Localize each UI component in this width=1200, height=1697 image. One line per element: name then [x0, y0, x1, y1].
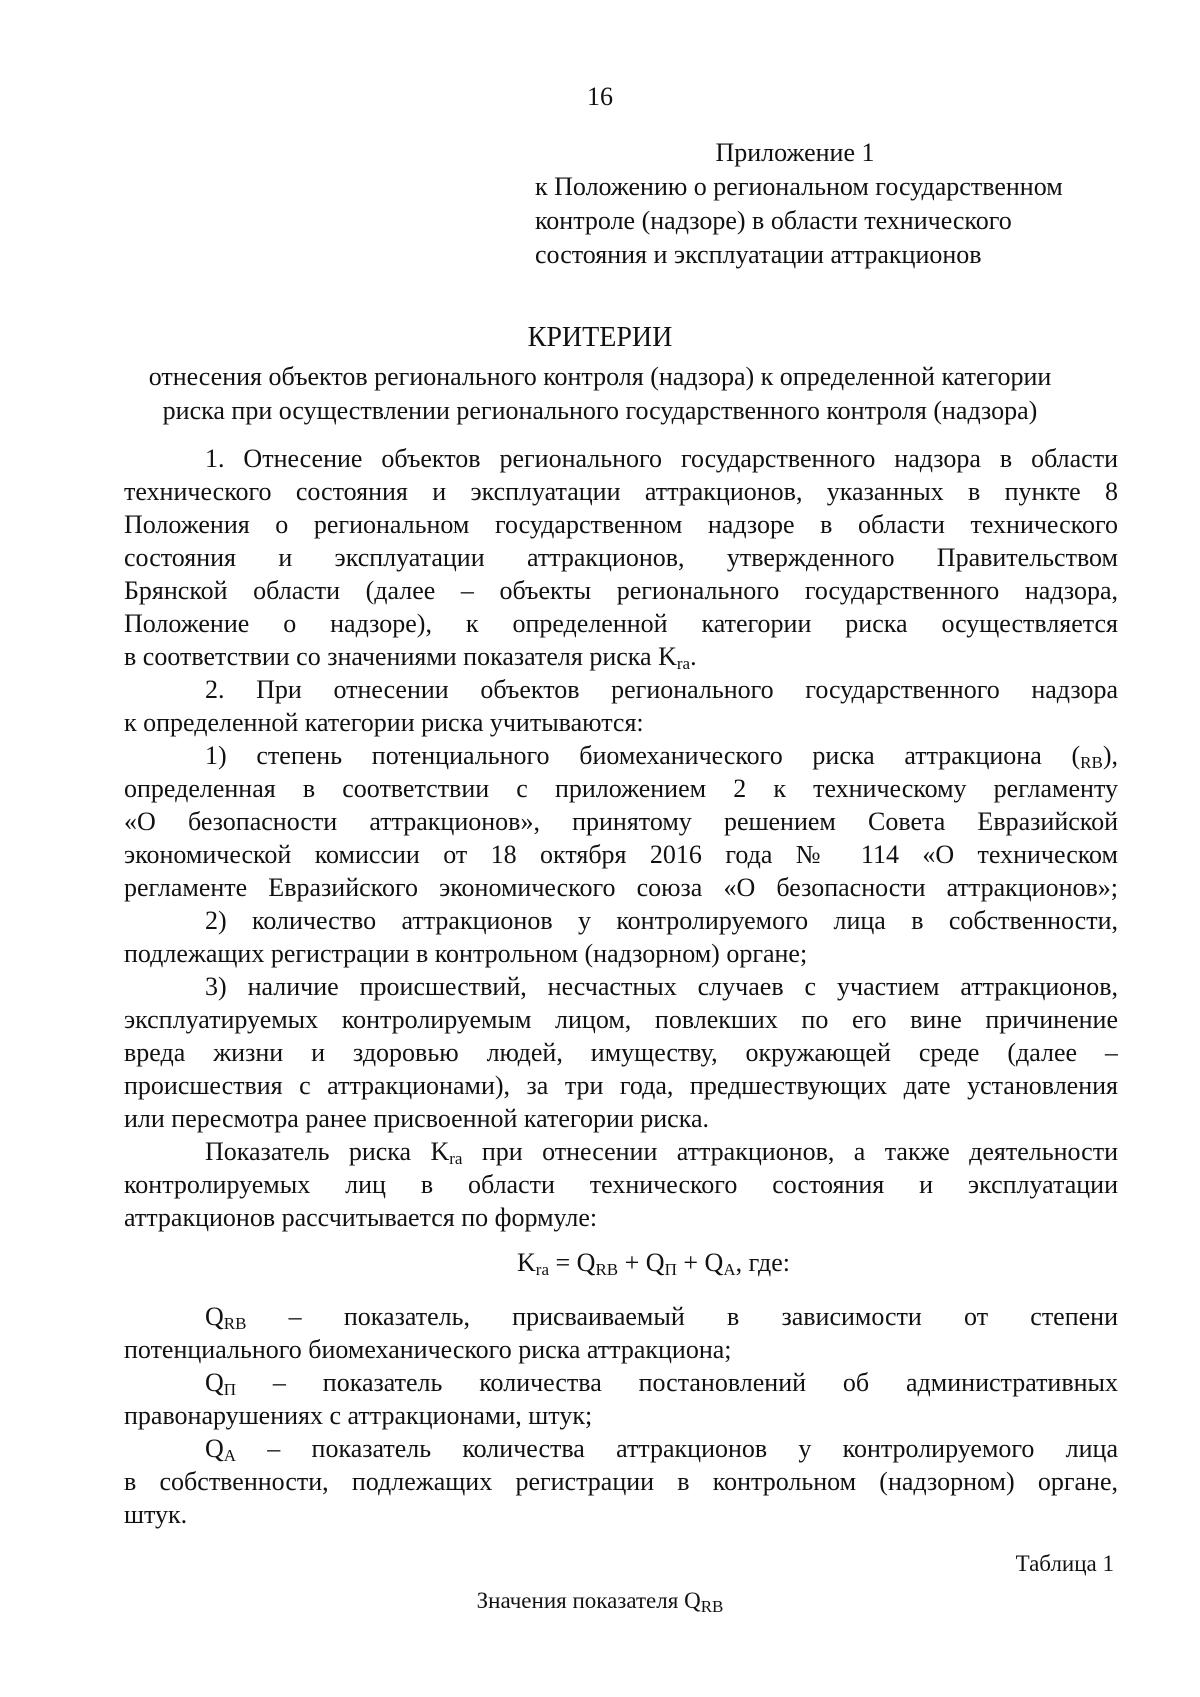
- table-caption: Таблица 1: [1015, 1551, 1114, 1576]
- paragraph-line: происшествия с аттракционами), за три года, предшествующих дате установления: [124, 1071, 1118, 1100]
- paragraph-line: к определенной категории риска учитываются:: [124, 708, 644, 737]
- paragraph-line: [124, 642, 697, 672]
- paragraph-line: 1. Отнесение объектов регионального государственного надзора в области: [205, 444, 1118, 473]
- appendix-line: контроле (надзоре) в области технического: [535, 206, 1012, 235]
- text-segment: 1) степень потенциального биомеханического риска аттракциона (: [205, 741, 1081, 770]
- subscript: A: [723, 1260, 736, 1279]
- appendix-line: состояния и эксплуатации аттракционов: [535, 240, 982, 269]
- document-heading: КРИТЕРИИ: [527, 322, 673, 353]
- paragraph-line: или пересмотра ранее присвоенной категории риска.: [124, 1104, 709, 1133]
- formula-symbol: = Q: [549, 1248, 596, 1277]
- paragraph-line: вреда жизни и здоровью людей, имуществу, окружающей среде (далее –: [124, 1038, 1118, 1067]
- subscript: П: [664, 1260, 677, 1279]
- subscript: RB: [595, 1260, 619, 1279]
- text-segment: в соответствии со значениями показателя риска K: [124, 642, 677, 671]
- table-title: [0, 1588, 1200, 1614]
- definition-line: штук.: [124, 1500, 188, 1529]
- subscript: ra: [676, 654, 691, 673]
- text-segment: Q: [205, 1434, 224, 1463]
- text-segment: – показатель количества аттракционов у контролируемого лица: [236, 1434, 1118, 1463]
- paragraph-line: эксплуатируемых контролируемым лицом, повлекших по его вине причинение: [124, 1005, 1118, 1034]
- formula-symbol: K: [517, 1248, 536, 1277]
- paragraph-line: 2. При отнесении объектов регионального государственного надзора: [205, 675, 1118, 704]
- document-subheading: [0, 360, 1200, 428]
- text-segment: Показатель риска K: [205, 1137, 450, 1166]
- definition-line: [205, 1302, 1118, 1332]
- definition-line: правонарушениях с аттракционами, штук;: [124, 1401, 593, 1430]
- paragraph-line: подлежащих регистрации в контрольном (надзорном) органе;: [124, 939, 808, 968]
- text-segment: ),: [1102, 741, 1118, 770]
- subheading-line: отнесения объектов регионального контроля (надзора) к определенной категории: [148, 362, 1052, 391]
- text-segment: – показатель, присваиваемый в зависимости от степени: [246, 1302, 1118, 1331]
- text-segment: – показатель количества постановлений об административных: [236, 1368, 1118, 1397]
- text-segment: Q: [205, 1368, 224, 1397]
- subscript: RB: [700, 1597, 724, 1616]
- paragraph-line: экономической комиссии от 18 октября 2016 года № 114 «О техническом: [124, 840, 1118, 869]
- paragraph-line: технического состояния и эксплуатации аттракционов, указанных в пункте 8: [124, 477, 1118, 506]
- paragraph-line: Положения о региональном государственном надзоре в области технического: [124, 510, 1118, 539]
- definition-line: потенциального биомеханического риска аттракциона;: [124, 1335, 732, 1364]
- definition-line: [205, 1434, 1118, 1464]
- paragraph-line: «О безопасности аттракционов», принятому решением Совета Евразийской: [124, 807, 1118, 836]
- subscript: ra: [535, 1260, 549, 1279]
- paragraph-line: 3) наличие происшествий, несчастных случаев с участием аттракционов,: [205, 972, 1118, 1001]
- paragraph-line: [205, 741, 1118, 771]
- text-segment: при отнесении аттракционов, а также деятельности: [462, 1137, 1118, 1166]
- paragraph-line: [205, 1137, 1118, 1167]
- text-segment: Q: [205, 1302, 224, 1331]
- text-segment: Значения показателя Q: [476, 1588, 701, 1613]
- paragraph-line: аттракционов рассчитывается по формуле:: [124, 1203, 598, 1232]
- appendix-line: к Положению о региональном государственном: [535, 172, 1063, 201]
- appendix-reference: [535, 136, 1063, 272]
- paragraph-line: регламенте Евразийского экономического союза «О безопасности аттракционов»;: [124, 873, 1118, 902]
- paragraph-line: состояния и эксплуатации аттракционов, утвержденного Правительством: [124, 543, 1118, 572]
- formula-symbol: + Q: [618, 1248, 665, 1277]
- subheading-line: риска при осуществлении регионального государственного контроля (надзора): [162, 396, 1038, 425]
- formula-symbol: + Q: [676, 1248, 724, 1277]
- subscript: RB: [223, 1314, 247, 1332]
- subscript: П: [223, 1380, 237, 1398]
- definition-line: [205, 1368, 1118, 1398]
- paragraph-line: контролируемых лиц в области технического состояния и эксплуатации: [124, 1170, 1118, 1199]
- page-number: 16: [587, 82, 613, 111]
- paragraph-line: определенная в соответствии с приложением 2 к техническому регламенту: [124, 774, 1118, 803]
- subscript: A: [223, 1446, 237, 1464]
- paragraph-line: 2) количество аттракционов у контролируемого лица в собственности,: [205, 906, 1118, 935]
- formula-symbol: , где:: [735, 1248, 790, 1277]
- definition-line: в собственности, подлежащих регистрации в контрольном (надзорном) органе,: [124, 1467, 1118, 1496]
- paragraph-line: Положение о надзоре), к определенной категории риска осуществляется: [124, 609, 1118, 638]
- text-segment: .: [690, 642, 697, 671]
- paragraph-line: Брянской области (далее – объекты регионального государственного надзора,: [124, 576, 1118, 605]
- subscript: RB: [1080, 753, 1103, 771]
- subscript: ra: [449, 1149, 463, 1167]
- appendix-title: Приложение 1: [715, 138, 875, 167]
- risk-formula: [517, 1248, 790, 1278]
